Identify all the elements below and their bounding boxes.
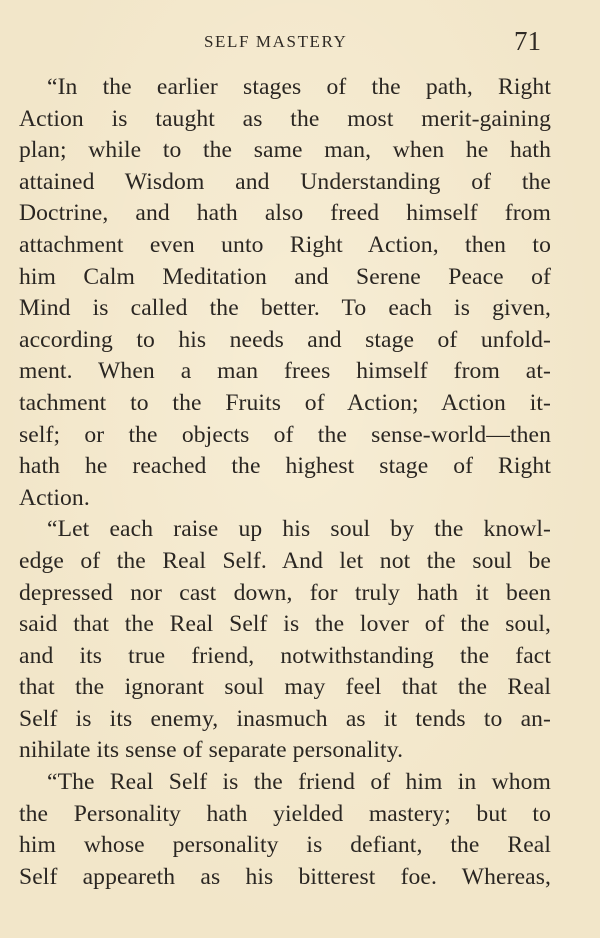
text-line: self; or the objects of the sense-world—then [19,421,551,448]
text-line: him Calm Meditation and Serene Peace of [19,263,551,290]
text-line: Action is taught as the most merit-gaining [19,105,551,132]
text-line: the Personality hath yielded mastery; but to [19,800,551,827]
text-line: “Let each raise up his soul by the knowl- [47,516,551,543]
text-line: Action. [19,484,90,511]
text-line: according to his needs and stage of unfold- [19,326,551,353]
text-line: and its true friend, notwithstanding the fact [19,642,551,669]
text-line: hath he reached the highest stage of Right [19,453,551,480]
running-title: SELF MASTERY [204,32,348,51]
text-line: ment. When a man frees himself from at- [19,358,551,385]
text-line: him whose personality is defiant, the Real [19,832,551,859]
page-number: 71 [514,26,541,56]
text-line: depressed nor cast down, for truly hath it been [19,579,551,606]
text-line: nihilate its sense of separate personality. [19,737,404,764]
text-line: attachment even unto Right Action, then to [19,231,551,258]
text-line: Self appeareth as his bitterest foe. Whereas, [19,863,551,890]
text-line: attained Wisdom and Understanding of the [19,168,551,195]
text-line: tachment to the Fruits of Action; Action it- [19,389,551,416]
text-line: Self is its enemy, inasmuch as it tends to an- [19,705,551,732]
running-header [0,28,600,58]
text-line: said that the Real Self is the lover of the soul, [19,611,551,638]
text-line: “The Real Self is the friend of him in whom [47,769,551,796]
text-line: “In the earlier stages of the path, Right [47,74,551,100]
text-line: Mind is called the better. To each is given, [19,295,551,322]
text-line: plan; while to the same man, when he hath [19,137,551,164]
text-line: Doctrine, and hath also freed himself from [19,200,551,227]
body-text [19,72,551,893]
text-line: that the ignorant soul may feel that the Real [19,674,551,701]
text-line: edge of the Real Self. And let not the soul be [19,547,551,574]
